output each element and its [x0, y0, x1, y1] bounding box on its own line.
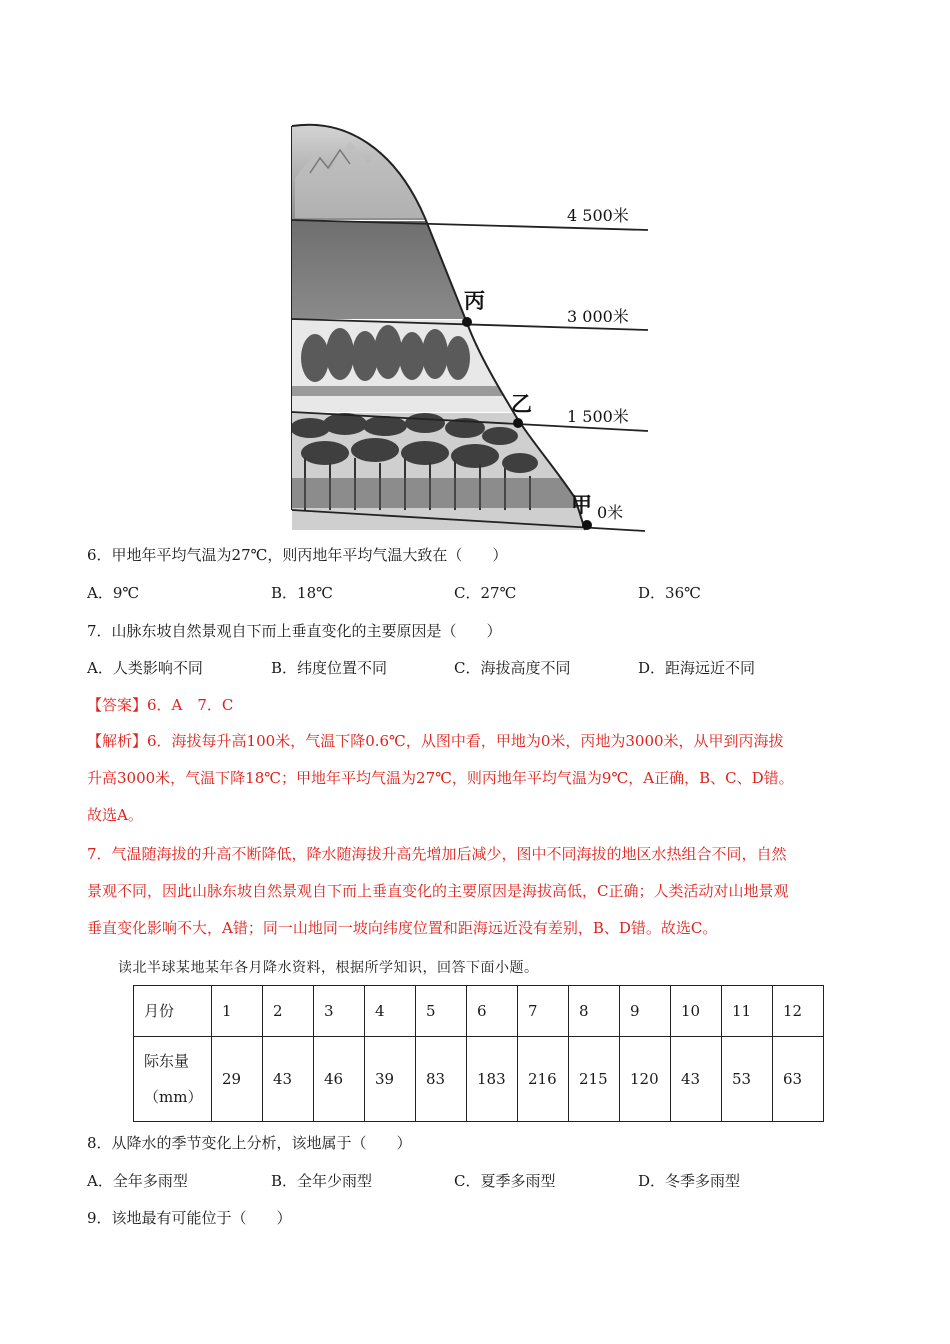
- question-9-stem: 9．该地最有可能位于（ ）: [87, 1209, 292, 1227]
- table-cell-value: 63: [773, 1037, 824, 1122]
- precip-label-line-1: 际东量: [144, 1052, 190, 1070]
- data-intro: 读北半球某地某年各月降水资料，根据所学知识，回答下面小题。: [118, 960, 539, 976]
- option-c: C．夏季多雨型: [454, 1172, 556, 1190]
- option-b: B．全年少雨型: [271, 1172, 373, 1190]
- table-header-month: 月份: [134, 986, 212, 1037]
- table-header-precip: [134, 1037, 212, 1122]
- elevation-label-4500: 4 500米: [567, 206, 629, 225]
- point-yi-marker: [513, 418, 523, 428]
- table-cell-month: 8: [569, 986, 620, 1037]
- option-a: A．全年多雨型: [87, 1172, 188, 1190]
- table-cell-month: 11: [722, 986, 773, 1037]
- meadow-zone: [292, 221, 592, 319]
- table-cell-month: 4: [365, 986, 416, 1037]
- analysis-6-line-3: 故选A。: [87, 806, 143, 824]
- point-bing-marker: [462, 317, 472, 327]
- point-bing-label: 丙: [464, 289, 485, 313]
- point-jia-label: 甲: [571, 493, 592, 517]
- analysis-6: [87, 723, 877, 834]
- option-c: C．27℃: [454, 584, 517, 602]
- table-cell-month: 6: [467, 986, 518, 1037]
- table-cell-month: 1: [212, 986, 263, 1037]
- option-d: D．冬季多雨型: [638, 1172, 741, 1190]
- answer-tag: 【答案】: [87, 696, 148, 714]
- table-cell-value: 39: [365, 1037, 416, 1122]
- table-cell-value: 46: [314, 1037, 365, 1122]
- analysis-tag: 【解析】: [87, 732, 148, 750]
- table-cell-value: 215: [569, 1037, 620, 1122]
- table-cell-month: 2: [263, 986, 314, 1037]
- table-cell-value: 29: [212, 1037, 263, 1122]
- elevation-label-3000: 3 000米: [567, 307, 629, 326]
- table-cell-value: 83: [416, 1037, 467, 1122]
- analysis-7-line-3: 垂直变化影响不大，A错；同一山地同一坡向纬度位置和距海远近没有差别，B、D错。故选C。: [87, 919, 718, 937]
- table-cell-month: 12: [773, 986, 824, 1037]
- table-cell-month: 3: [314, 986, 365, 1037]
- analysis-7-line-2: 景观不同，因此山脉东坡自然景观自下而上垂直变化的主要原因是海拔高低，C正确；人类活动对山地景观: [87, 882, 789, 900]
- table-cell-value: 216: [518, 1037, 569, 1122]
- option-b: B．18℃: [271, 584, 333, 602]
- analysis-6-line-1: 【解析】6．海拔每升高100米，气温下降0.6℃，从图中看，甲地为0米，丙地为3000米，从甲到丙海拔: [87, 732, 784, 750]
- table-cell-value: 43: [263, 1037, 314, 1122]
- precip-label-line-2: （mm）: [144, 1088, 203, 1106]
- option-a: A．人类影响不同: [87, 659, 203, 677]
- table-cell-value: 53: [722, 1037, 773, 1122]
- table-cell-month: 5: [416, 986, 467, 1037]
- elevation-label-0: 0米: [597, 503, 624, 522]
- table-row-months: [134, 986, 824, 1037]
- point-jia-marker: [582, 520, 592, 530]
- option-d: D．距海远近不同: [638, 659, 756, 677]
- analysis-6-line-2: 升高3000米，气温下降18℃；甲地年平均气温为27℃，则丙地年平均气温为9℃，A正确，B、C、D错。: [87, 769, 794, 787]
- table-cell-month: 9: [620, 986, 671, 1037]
- table-cell-value: 183: [467, 1037, 518, 1122]
- analysis-7: [87, 836, 877, 947]
- option-b: B．纬度位置不同: [271, 659, 388, 677]
- question-6-stem: 6．甲地年平均气温为27℃，则丙地年平均气温大致在（ ）: [87, 546, 508, 564]
- table-cell-value: 43: [671, 1037, 722, 1122]
- question-7-stem: 7．山脉东坡自然景观自下而上垂直变化的主要原因是（ ）: [87, 622, 502, 640]
- option-c: C．海拔高度不同: [454, 659, 571, 677]
- answer-line: [87, 694, 233, 716]
- table-cell-month: 7: [518, 986, 569, 1037]
- analysis-7-line-1: 7．气温随海拔的升高不断降低，降水随海拔升高先增加后减少，图中不同海拔的地区水热组合不同，自然: [87, 845, 787, 863]
- precipitation-table: [133, 985, 824, 1122]
- answer-text: 6．A 7．C: [147, 696, 234, 714]
- question-8-stem: 8．从降水的季节变化上分析，该地属于（ ）: [87, 1134, 412, 1152]
- mountain-zonation-svg: [285, 118, 665, 538]
- point-yi-label: 乙: [511, 392, 532, 416]
- table-cell-value: 120: [620, 1037, 671, 1122]
- elevation-label-1500: 1 500米: [567, 407, 629, 426]
- table-row-precipitation: [134, 1037, 824, 1122]
- table-cell-month: 10: [671, 986, 722, 1037]
- option-d: D．36℃: [638, 584, 701, 602]
- option-a: A．9℃: [87, 584, 140, 602]
- mountain-zonation-figure: [285, 118, 665, 538]
